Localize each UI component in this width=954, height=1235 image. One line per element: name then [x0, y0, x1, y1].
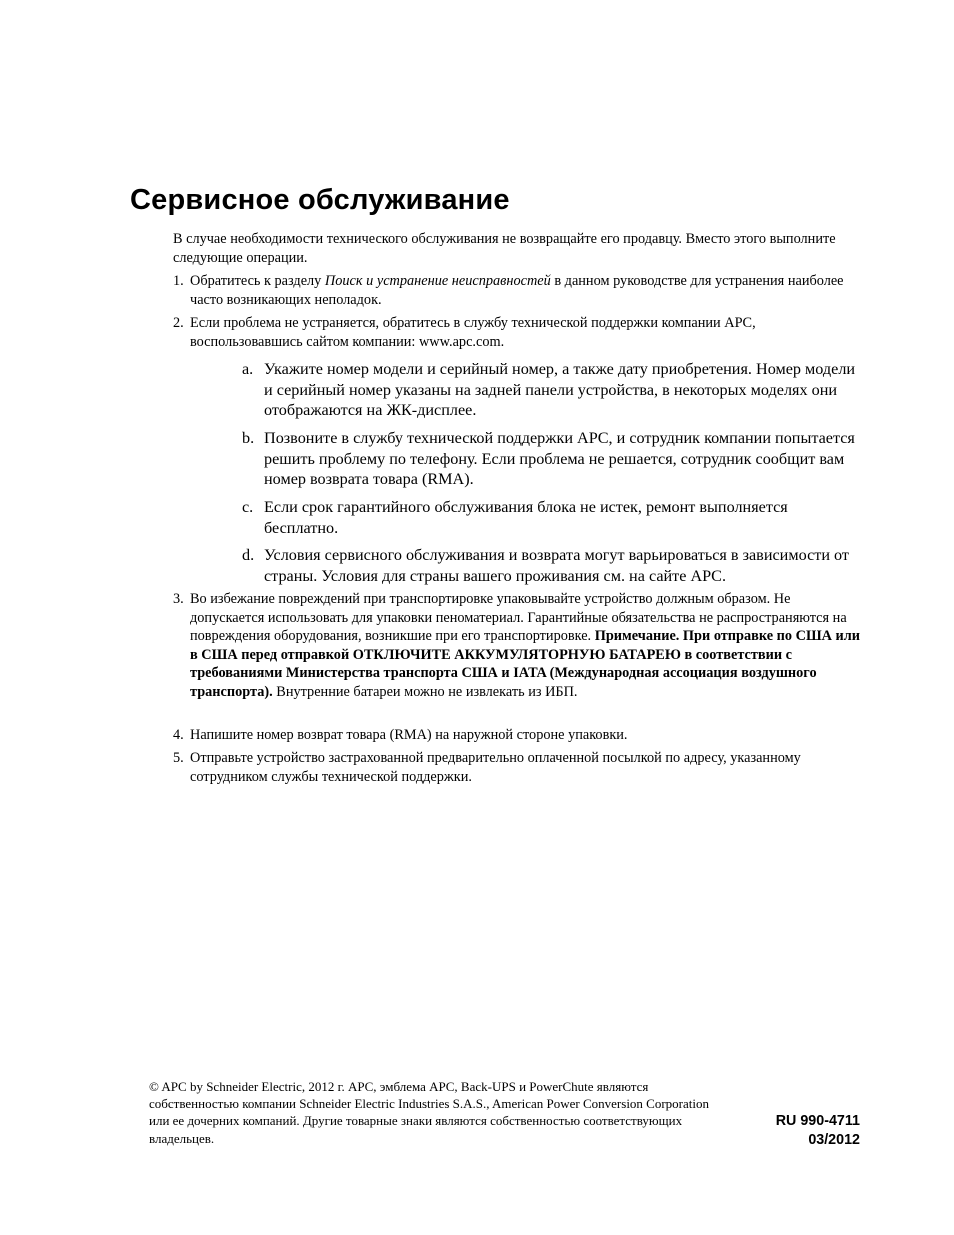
page-title: Сервисное обслуживание: [130, 184, 510, 216]
substep-text: Укажите номер модели и серийный номер, а также дату приобретения. Номер модели и серийный номер указаны на задней панели устройства, в некоторых моделях они отображаются на ЖК-дисплее.: [264, 360, 856, 419]
step-text-after: в данном руководстве для устранения наиболее часто возникающих неполадок.: [190, 273, 844, 308]
substep-text: Условия сервисного обслуживания и возврата могут варьироваться в зависимости от страны. Условия для страны вашего проживания см. на сайте APC.: [264, 546, 849, 585]
step-text: [173, 272, 863, 309]
step-number: 5.: [173, 750, 184, 766]
substep-letter: b.: [242, 429, 255, 447]
step-number: 4.: [173, 727, 184, 743]
step-text-italic-link: Поиск и устранение неисправностей: [324, 273, 551, 289]
substep-letter: d.: [242, 546, 255, 564]
step-4: [173, 726, 863, 745]
substep-b: [242, 428, 862, 490]
substep-a: [242, 359, 862, 421]
step-text: [173, 590, 863, 701]
substep-letter: c.: [242, 498, 254, 516]
substep-text: Позвоните в службу технической поддержки APC, и сотрудник компании попытается решить проблему по телефону. Если проблема не решается, сотрудник сообщит вам номер возврата товара (RMA).: [264, 429, 855, 488]
document-id: [776, 1112, 860, 1150]
step-1: [173, 272, 863, 309]
step-text: Если проблема не устраняется, обратитесь в службу технической поддержки компании APC, воспользовавшись сайтом компании: www.apc.com.: [190, 315, 756, 350]
shipping-note-after: Внутренние батареи можно не извлекать из ИБП.: [272, 683, 578, 700]
substep-letter: a.: [242, 360, 254, 378]
step-number: 1.: [173, 273, 184, 289]
step-3: [173, 590, 863, 701]
step-text: Напишите номер возврат товара (RMA) на наружной стороне упаковки.: [190, 727, 628, 743]
substep-d: [242, 545, 862, 586]
step-text-before: Обратитесь к разделу: [190, 273, 325, 289]
intro-paragraph: В случае необходимости технического обслуживания не возвращайте его продавцу. Вместо этого выполните следующие операции.: [173, 231, 836, 266]
shipping-note-bold: Примечание. При отправке по США или в США перед отправкой ОТКЛЮЧИТЕ АККУМУЛЯТОРНУЮ БАТАРЕЮ в соответствии с требованиями Министерства транспорта США и IATA (Международная ассоциация воздушного транспорта).: [190, 628, 861, 700]
step-number: 3.: [173, 591, 184, 607]
substep-c: [242, 497, 862, 538]
step-number: 2.: [173, 315, 184, 331]
step-5: [173, 749, 863, 786]
step-text: Отправьте устройство застрахованной предварительно оплаченной посылкой по адресу, указанному сотрудником службы технической поддержки.: [190, 750, 801, 785]
document-date: 03/2012: [808, 1132, 860, 1148]
copyright-notice: © APC by Schneider Electric, 2012 г. APC, эмблема APC, Back-UPS и PowerChute являются собственностью компании Schneider Electric Industries S.A.S., American Power Conversion Corporation или ее дочерних компаний. Другие товарные знаки являются собственностью соответствующих владельцев.: [149, 1079, 710, 1146]
step-2: [173, 314, 863, 351]
document-number: RU 990-4711: [775, 1113, 860, 1129]
substep-text: Если срок гарантийного обслуживания блока не истек, ремонт выполняется бесплатно.: [264, 498, 788, 537]
step-text-main: Во избежание повреждений при транспортировке упаковывайте устройство должным образом. Не допускается использовать для упаковки пеноматериал. Гарантийные обязательства не распространяются на повреждения оборудования, возникшие при его транспортировке.: [190, 591, 847, 644]
